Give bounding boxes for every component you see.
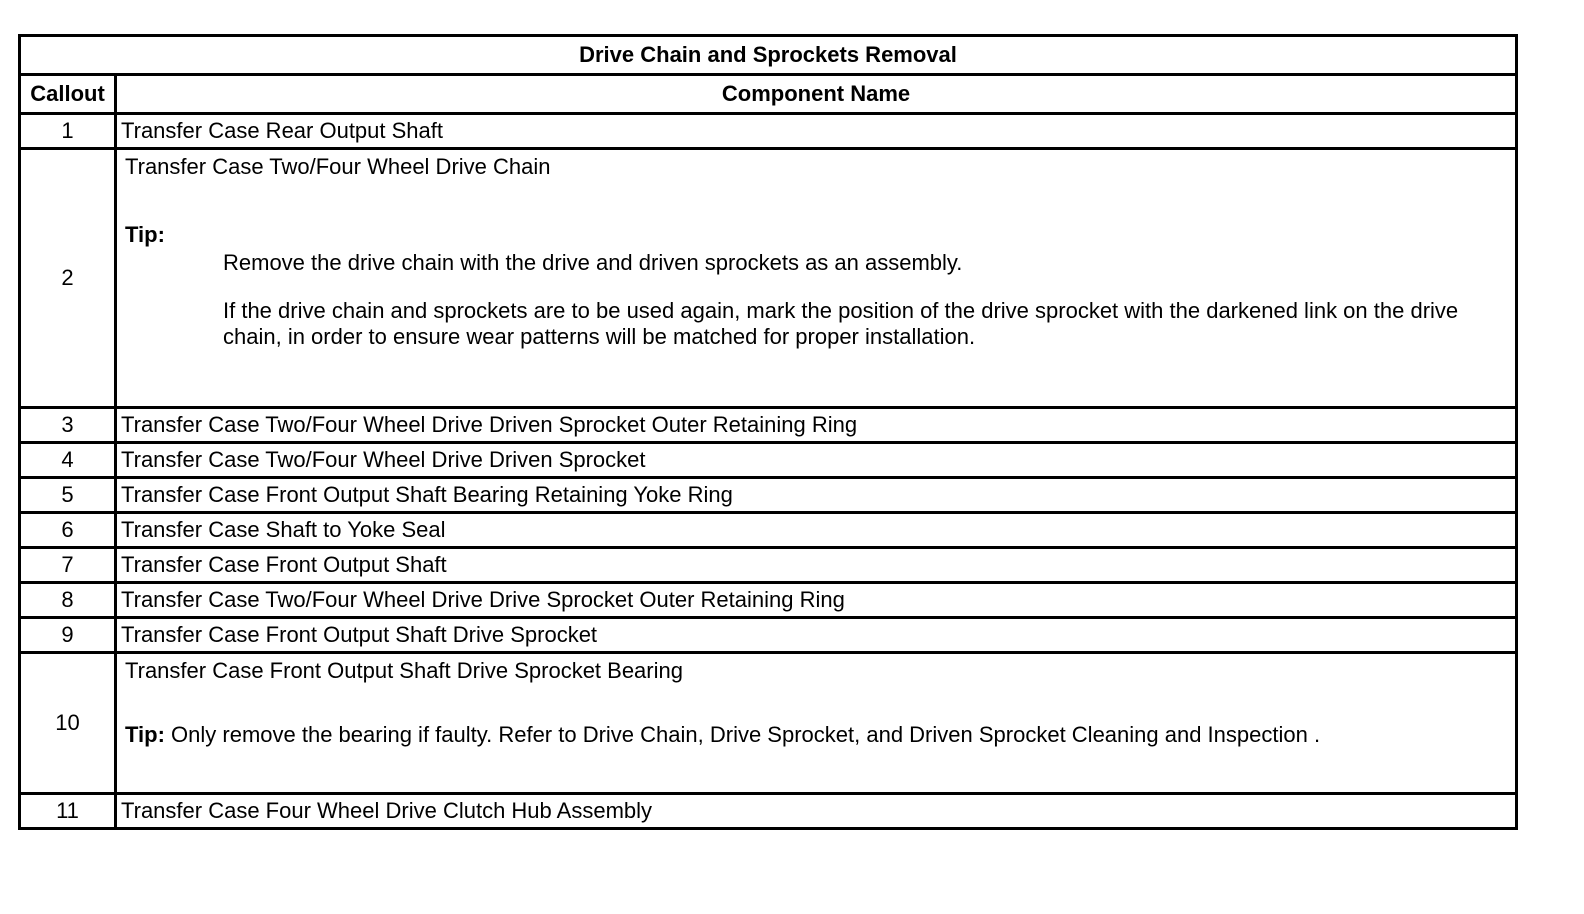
table-row bbox=[20, 408, 1517, 443]
callout-header: Callout bbox=[20, 75, 116, 114]
component-name: Transfer Case Rear Output Shaft bbox=[116, 114, 1517, 149]
component-name: Transfer Case Two/Four Wheel Drive Drive Sprocket Outer Retaining Ring bbox=[116, 583, 1517, 618]
tip-label: Tip: bbox=[125, 222, 165, 247]
component-name-header: Component Name bbox=[116, 75, 1517, 114]
table-row bbox=[20, 149, 1517, 408]
callout-number: 7 bbox=[20, 548, 116, 583]
tip-text: Remove the drive chain with the drive and driven sprockets as an assembly. bbox=[223, 250, 963, 275]
tip-label: Tip: bbox=[125, 722, 165, 747]
callout-number: 10 bbox=[20, 653, 116, 794]
component-name: Transfer Case Two/Four Wheel Drive Chain bbox=[125, 154, 551, 179]
table-row bbox=[20, 443, 1517, 478]
component-cell-with-tip bbox=[116, 653, 1517, 794]
callout-number: 8 bbox=[20, 583, 116, 618]
callout-number: 6 bbox=[20, 513, 116, 548]
tip-text: Only remove the bearing if faulty. Refer to Drive Chain, Drive Sprocket, and Driven Sprocket Cleaning and Inspection . bbox=[164, 722, 1321, 747]
component-name: Transfer Case Front Output Shaft Bearing Retaining Yoke Ring bbox=[116, 478, 1517, 513]
table-row bbox=[20, 478, 1517, 513]
callout-number: 4 bbox=[20, 443, 116, 478]
callout-number: 5 bbox=[20, 478, 116, 513]
table-row bbox=[20, 114, 1517, 149]
table-row bbox=[20, 583, 1517, 618]
component-cell-with-tip bbox=[116, 149, 1517, 408]
callout-number: 11 bbox=[20, 794, 116, 829]
table-title: Drive Chain and Sprockets Removal bbox=[20, 36, 1517, 75]
component-name: Transfer Case Four Wheel Drive Clutch Hub Assembly bbox=[116, 794, 1517, 829]
table-row bbox=[20, 653, 1517, 794]
tip-text: If the drive chain and sprockets are to be used again, mark the position of the drive sprocket with the darkened link on the drive chain, in order to ensure wear patterns will be matched for proper installation. bbox=[223, 298, 1459, 349]
callout-number: 9 bbox=[20, 618, 116, 653]
table-row bbox=[20, 548, 1517, 583]
tip-paragraph bbox=[125, 722, 1515, 748]
component-name: Transfer Case Front Output Shaft Drive Sprocket Bearing bbox=[125, 658, 683, 683]
header-row bbox=[20, 75, 1517, 114]
component-name: Transfer Case Front Output Shaft bbox=[116, 548, 1517, 583]
callout-number: 2 bbox=[20, 149, 116, 408]
component-name: Transfer Case Two/Four Wheel Drive Driven Sprocket Outer Retaining Ring bbox=[116, 408, 1517, 443]
component-name: Transfer Case Two/Four Wheel Drive Driven Sprocket bbox=[116, 443, 1517, 478]
table-row bbox=[20, 618, 1517, 653]
title-row bbox=[20, 36, 1517, 75]
callout-number: 1 bbox=[20, 114, 116, 149]
table-row bbox=[20, 513, 1517, 548]
component-name: Transfer Case Shaft to Yoke Seal bbox=[116, 513, 1517, 548]
table-row bbox=[20, 794, 1517, 829]
callout-number: 3 bbox=[20, 408, 116, 443]
component-name: Transfer Case Front Output Shaft Drive Sprocket bbox=[116, 618, 1517, 653]
removal-table bbox=[18, 34, 1518, 830]
